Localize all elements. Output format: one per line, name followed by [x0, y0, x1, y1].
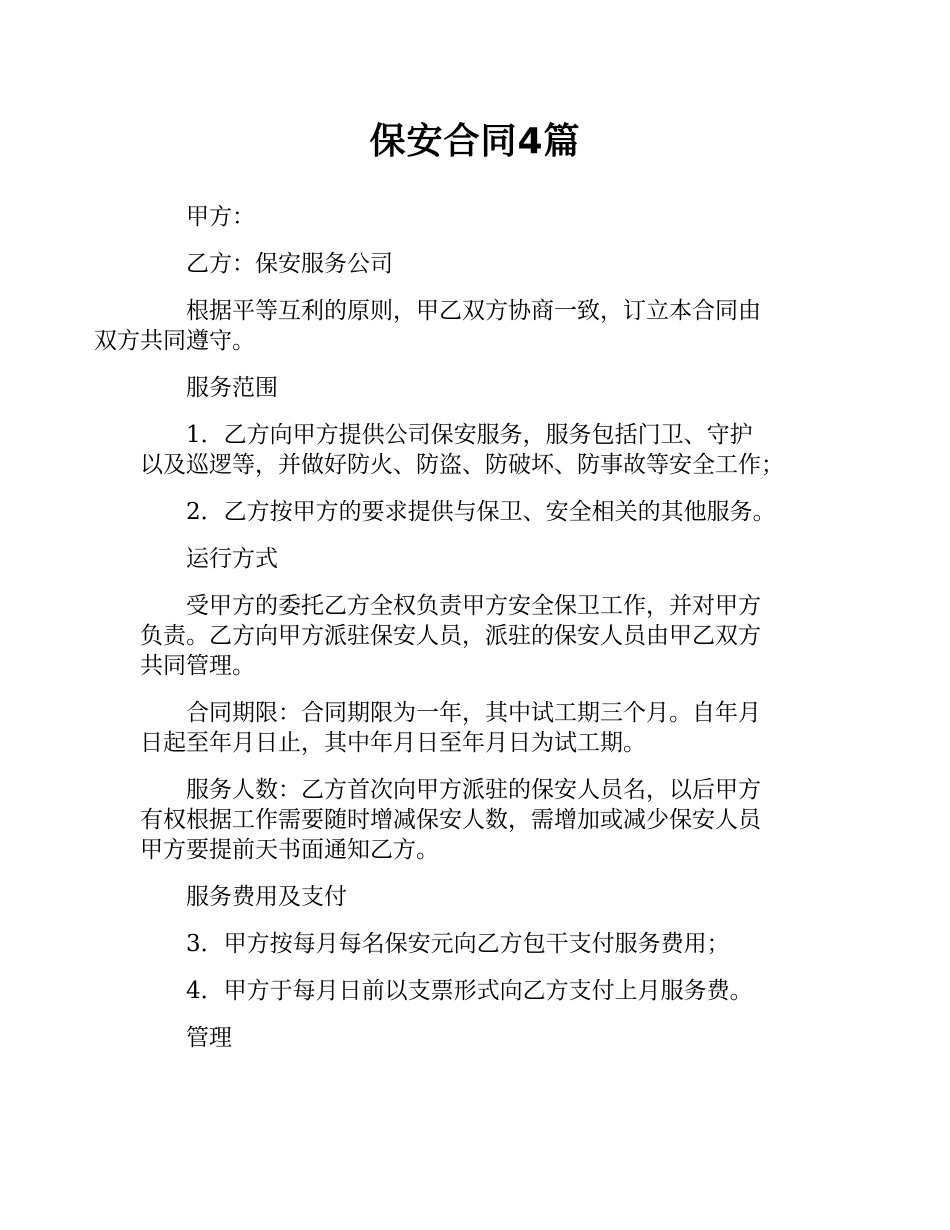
paragraph-item-3 [140, 929, 840, 959]
paragraph-item-2 [140, 497, 840, 527]
text-line: 日起至年月日止，其中年月日至年月日为试工期。 [140, 730, 646, 756]
text-line: 共同管理。 [140, 653, 255, 679]
heading-service-scope [140, 373, 840, 403]
paragraph-party-a [140, 202, 840, 232]
text-line: 乙方：保安服务公司 [186, 251, 393, 277]
paragraph-item-1 [140, 420, 840, 480]
text-line: 合同期限：合同期限为一年，其中试工期三个月。自年月 [186, 700, 761, 726]
document-body [94, 202, 840, 1070]
text-line: 服务范围 [186, 375, 278, 401]
text-line: 管理 [186, 1025, 232, 1051]
text-line: 3．甲方按每月每名保安元向乙方包干支付服务费用； [186, 931, 730, 957]
heading-operation-mode [140, 544, 840, 574]
text-line: 双方共同遵守。 [94, 328, 255, 354]
paragraph-staff-count [140, 775, 840, 865]
text-line: 运行方式 [186, 546, 278, 572]
text-line: 以及巡逻等，并做好防火、防盗、防破坏、防事故等安全工作； [140, 452, 784, 478]
paragraph-principle [94, 296, 840, 356]
text-line: 1．乙方向甲方提供公司保安服务，服务包括门卫、守护 [186, 422, 753, 448]
text-line: 负责。乙方向甲方派驻保安人员，派驻的保安人员由甲乙双方 [140, 623, 761, 649]
text-line: 2．乙方按甲方的要求提供与保卫、安全相关的其他服务。 [186, 499, 776, 525]
text-line: 甲方： [186, 204, 255, 230]
heading-fees-payment [140, 882, 840, 912]
document-title: 保安合同4篇 [369, 121, 581, 162]
paragraph-contract-term [140, 698, 840, 758]
text-line: 甲方要提前天书面通知乙方。 [140, 837, 439, 863]
text-line: 服务费用及支付 [186, 884, 347, 910]
text-line: 服务人数：乙方首次向甲方派驻的保安人员名，以后甲方 [186, 777, 761, 803]
text-line: 受甲方的委托乙方全权负责甲方安全保卫工作，并对甲方 [186, 593, 761, 619]
paragraph-party-b [140, 249, 840, 279]
text-line: 根据平等互利的原则，甲乙双方协商一致，订立本合同由 [186, 298, 761, 324]
heading-management [140, 1023, 840, 1053]
text-line: 4．甲方于每月日前以支票形式向乙方支付上月服务费。 [186, 978, 753, 1004]
paragraph-item-4 [140, 976, 840, 1006]
paragraph-entrustment [140, 591, 840, 681]
text-line: 有权根据工作需要随时增减保安人数，需增加或减少保安人员 [140, 807, 761, 833]
